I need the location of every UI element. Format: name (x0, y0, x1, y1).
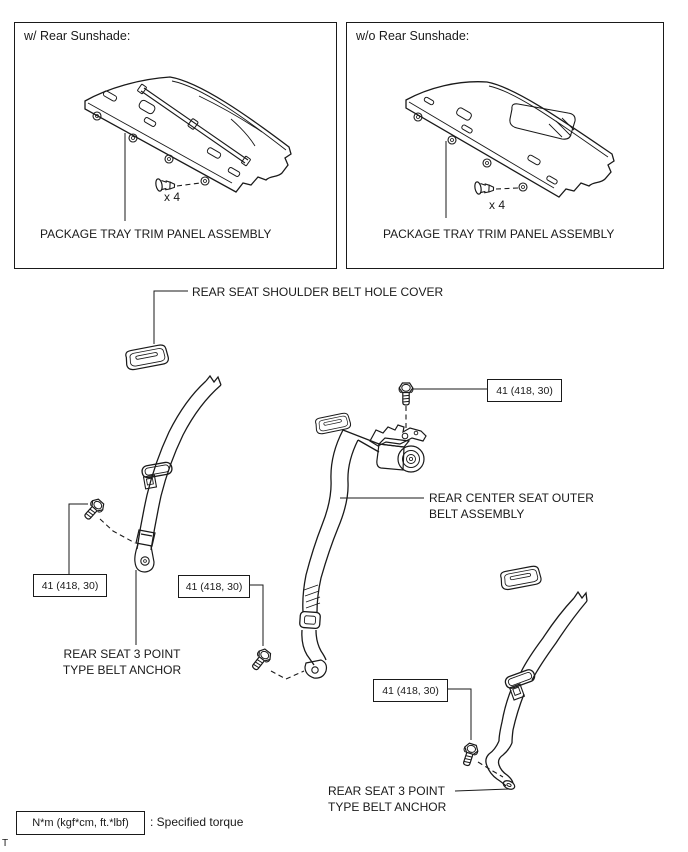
package-tray-without-sunshade-art (406, 82, 614, 218)
shoulder-belt-hole-cover-right (500, 566, 541, 590)
package-tray-with-sunshade-art (85, 77, 291, 221)
with-sunshade-title: w/ Rear Sunshade: (24, 29, 131, 43)
left-anchor-bolt (81, 497, 106, 523)
without-sunshade-qty-label: x 4 (489, 198, 506, 212)
shoulder-belt-hole-cover-label: REAR SEAT SHOULDER BELT HOLE COVER (192, 285, 444, 299)
without-sunshade-part-label: PACKAGE TRAY TRIM PANEL ASSEMBLY (383, 227, 615, 241)
torque-callout-left: 41 (418, 30) (33, 574, 107, 597)
shoulder-cover-leader-line (154, 291, 188, 344)
with-sunshade-part-label: PACKAGE TRAY TRIM PANEL ASSEMBLY (40, 227, 272, 241)
torque-legend-text: : Specified torque (150, 815, 244, 829)
torque-callout-right: 41 (418, 30) (373, 679, 448, 702)
center-retractor-bolt (399, 383, 413, 405)
left-belt-art (100, 376, 221, 572)
right-anchor-label: REAR SEAT 3 POINT TYPE BELT ANCHOR (328, 784, 447, 814)
torque-callout-top: 41 (418, 30) (487, 379, 562, 402)
right-anchor-leader-line (455, 789, 510, 791)
center-belt-label: REAR CENTER SEAT OUTER BELT ASSEMBLY (429, 491, 594, 521)
torque-callout-center: 41 (418, 30) (178, 575, 250, 598)
page-footer-mark: T (2, 838, 9, 849)
center-torque-leader-line (248, 585, 263, 646)
center-belt-art (271, 406, 426, 679)
torque-units-box: N*m (kgf*cm, ft.*lbf) (16, 811, 145, 835)
shoulder-belt-hole-cover-left (125, 345, 168, 370)
left-anchor-label: REAR SEAT 3 POINT TYPE BELT ANCHOR (62, 647, 182, 677)
with-sunshade-qty-label: x 4 (164, 190, 181, 204)
center-anchor-bolt (249, 647, 274, 673)
right-belt-art (478, 592, 587, 791)
without-sunshade-title: w/o Rear Sunshade: (356, 29, 470, 43)
right-anchor-bolt (459, 742, 479, 767)
right-torque-leader-line (446, 689, 471, 740)
